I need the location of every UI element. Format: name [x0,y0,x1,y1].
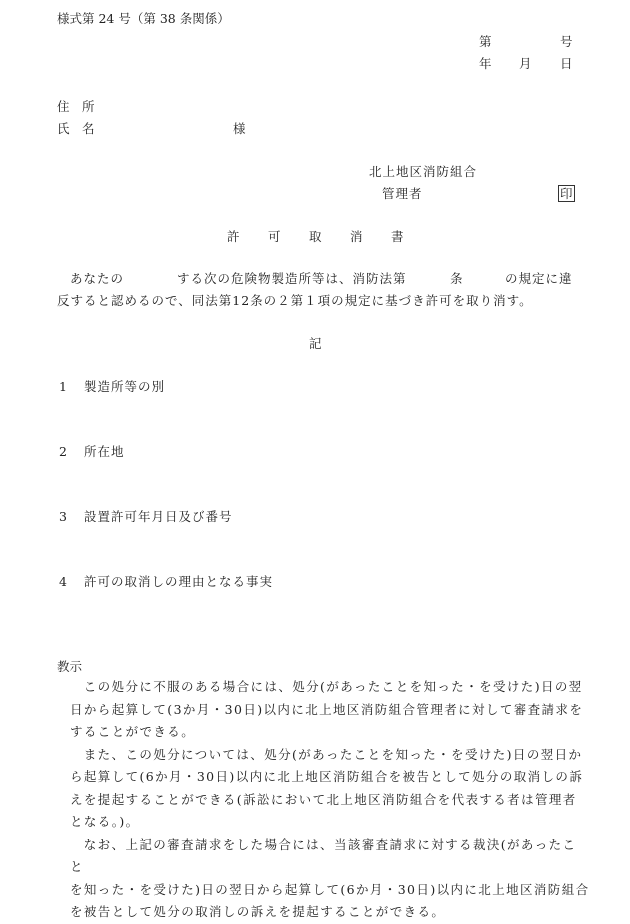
form-number: 様式第 24 号（第 38 条関係） [57,11,230,26]
notice-line: を被告として処分の取消しの訴えを提起することができる。 [70,904,446,919]
notice-line: ら起算して(6か月・30日)以内に北上地区消防組合を被告として処分の取消しの訴 [70,769,584,784]
address-label: 住 所 [57,99,95,114]
notice-heading: 教示 [57,659,83,674]
title-char: 取 [309,229,322,244]
item-number: 2 [59,444,67,459]
notice-line: また、この処分については、処分(があったことを知った・を受けた)日の翌日か [83,746,583,762]
notice-line: となる。)。 [70,814,140,829]
title-char: 許 [227,229,240,244]
ref-dai: 第 [479,34,492,49]
item-label: 所在地 [84,444,125,459]
date-month: 月 [519,56,532,71]
notice-line: この処分に不服のある場合には、処分(があったことを知った・を受けた)日の翌 [83,679,583,694]
title-char: 消 [350,229,363,244]
notice-body [57,676,590,924]
item-number: 4 [59,574,67,589]
name-label: 氏 名 [57,121,95,136]
body-line1-c: 条 [450,271,463,286]
item-label: 許可の取消しの理由となる事実 [84,574,274,589]
notice-line: えを提起することができる(訴訟において北上地区消防組合を代表する者は管理者 [70,791,577,807]
notice-line: なお、上記の審査請求をした場合には、当該審査請求に対する裁決(があったこと [70,836,577,874]
item-number: 3 [59,509,67,524]
ki-heading: 記 [309,336,322,351]
title-char: 可 [268,229,281,244]
item-label: 製造所等の別 [84,379,166,394]
ref-go: 号 [560,34,573,49]
title-char: 書 [391,229,404,244]
issuer-title: 管理者 [382,186,423,201]
seal-mark: 印 [560,186,573,201]
body-line1-b: する次の危険物製造所等は、消防法第 [177,271,407,286]
body-line2: 反すると認めるので、同法第12条の２第１項の規定に基づき許可を取り消す。 [57,293,533,308]
notice-line: を知った・を受けた)日の翌日から起算して(6か月・30日)以内に北上地区消防組合 [70,881,590,897]
item-label: 設置許可年月日及び番号 [84,509,233,524]
date-year: 年 [479,56,492,71]
date-day: 日 [560,56,573,71]
notice-line: することができる。 [70,724,196,739]
issuer-org: 北上地区消防組合 [369,164,478,179]
body-line1-a: あなたの [70,271,125,286]
item-number: 1 [59,379,67,394]
notice-line: 日から起算して(3か月・30日)以内に北上地区消防組合管理者に対して審査請求を [70,701,584,717]
honorific: 様 [233,121,246,136]
body-line1-d: の規定に違 [505,271,573,286]
